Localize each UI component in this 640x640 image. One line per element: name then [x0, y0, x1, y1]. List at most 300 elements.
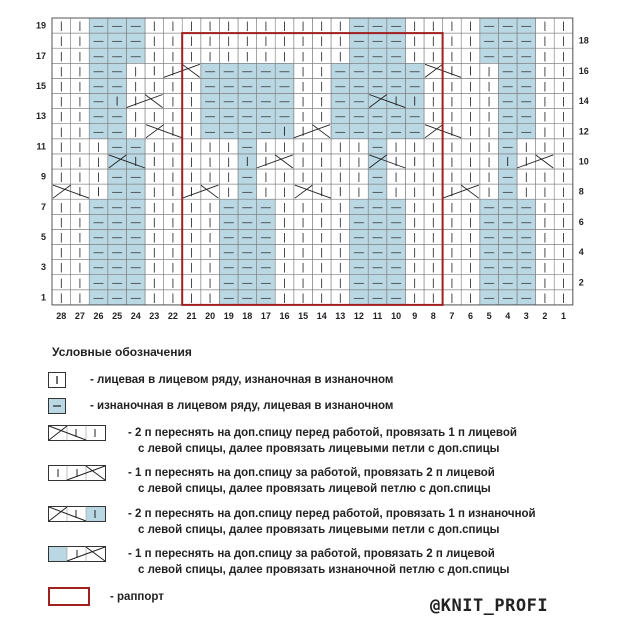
row-label-right: 16 — [578, 65, 589, 76]
purl-stitch-mark: — — [484, 36, 495, 48]
knit-stitch-mark: | — [59, 21, 63, 33]
knit-stitch-mark: | — [283, 232, 286, 244]
purl-stitch-mark: — — [260, 247, 271, 259]
knit-stitch-mark: | — [78, 51, 82, 63]
knit-stitch-mark: | — [59, 292, 63, 304]
knit-stitch-mark: | — [450, 262, 454, 274]
knit-stitch-mark: | — [320, 262, 324, 274]
knit-stitch-mark: | — [171, 96, 175, 108]
purl-stitch-mark: — — [502, 217, 513, 229]
purl-stitch-mark: — — [391, 247, 402, 259]
knit-stitch-mark: | — [543, 232, 547, 244]
purl-stitch-mark: — — [112, 51, 123, 63]
knit-stitch-mark: | — [543, 277, 547, 289]
purl-stitch-mark: — — [409, 111, 420, 123]
knit-stitch-mark: | — [487, 187, 491, 199]
purl-stitch-mark: — — [205, 66, 216, 78]
knit-stitch-mark: | — [320, 141, 324, 153]
knit-stitch-mark: | — [320, 277, 324, 289]
purl-stitch-mark: — — [409, 126, 420, 138]
knit-stitch-mark: | — [469, 111, 472, 123]
purl-stitch-mark: — — [93, 66, 104, 78]
purl-stitch-mark: — — [502, 262, 513, 274]
knit-stitch-mark: | — [190, 247, 193, 259]
knit-stitch-mark: | — [543, 292, 547, 304]
knit-stitch-mark: | — [562, 232, 565, 244]
purl-stitch-mark: — — [391, 51, 402, 63]
legend-text-cross-3-right-purl-1: - 1 п переснять на доп.спицу за работой, провязать 2 п лицевой — [128, 548, 495, 560]
purl-stitch-mark: — — [502, 202, 513, 214]
knit-stitch-mark: | — [283, 277, 286, 289]
purl-stitch-mark: — — [372, 141, 383, 153]
row-label-left: 15 — [35, 80, 46, 91]
purl-stitch-mark: — — [353, 111, 364, 123]
knit-stitch-mark: | — [190, 277, 193, 289]
column-label: 15 — [298, 310, 309, 321]
knit-stitch-mark: | — [152, 277, 156, 289]
knit-stitch-mark: | — [450, 51, 454, 63]
purl-stitch-mark: — — [223, 232, 234, 244]
knit-stitch-mark: | — [524, 187, 528, 199]
knit-stitch-mark: | — [320, 51, 324, 63]
knit-stitch-mark: | — [413, 36, 417, 48]
purl-stitch-mark: — — [93, 217, 104, 229]
row-label-left: 9 — [40, 171, 46, 182]
knit-stitch-mark: | — [562, 217, 565, 229]
knit-stitch-mark: | — [431, 141, 435, 153]
knit-stitch-mark: | — [190, 21, 193, 33]
knit-stitch-mark: | — [450, 21, 454, 33]
knit-stitch-mark: | — [562, 247, 565, 259]
purl-stitch-mark: — — [502, 111, 513, 123]
knit-stitch-mark: | — [562, 21, 565, 33]
knit-stitch-mark: | — [134, 81, 138, 93]
knit-stitch-mark: | — [283, 217, 286, 229]
knit-stitch-mark: | — [320, 111, 324, 123]
purl-stitch-mark: — — [242, 187, 253, 199]
knit-stitch-mark: | — [59, 66, 63, 78]
purl-stitch-mark: — — [93, 111, 104, 123]
knit-stitch-mark: | — [320, 217, 324, 229]
purl-stitch-mark: — — [391, 277, 402, 289]
knit-stitch-mark: | — [413, 277, 417, 289]
knit-stitch-mark: | — [320, 96, 324, 108]
knit-stitch-mark: | — [543, 262, 547, 274]
knit-stitch-mark: | — [283, 21, 286, 33]
column-label: 7 — [449, 310, 455, 321]
knit-stitch-mark: | — [338, 36, 342, 48]
legend-text-cross-3-right-purl-2: с левой спицы, далее провязать изнаночной петлю с доп.спицы — [138, 564, 510, 576]
knit-symbol-icon — [48, 372, 66, 388]
column-label: 19 — [223, 310, 234, 321]
knit-stitch-mark: | — [78, 277, 82, 289]
purl-stitch-mark: — — [502, 292, 513, 304]
knit-stitch-mark: | — [301, 81, 305, 93]
knit-stitch-mark: | — [320, 66, 324, 78]
column-label: 3 — [523, 310, 529, 321]
knit-stitch-mark: | — [450, 247, 454, 259]
purl-stitch-mark: — — [353, 262, 364, 274]
purl-stitch-mark: — — [112, 277, 123, 289]
knit-stitch-mark: | — [431, 247, 435, 259]
knit-stitch-mark: | — [152, 36, 156, 48]
knit-stitch-mark: | — [562, 81, 565, 93]
knit-stitch-mark: | — [301, 232, 305, 244]
knit-stitch-mark: | — [431, 232, 435, 244]
purl-stitch-mark: — — [521, 232, 532, 244]
purl-stitch-mark: — — [353, 126, 364, 138]
purl-stitch-mark: — — [93, 51, 104, 63]
knit-stitch-mark: | — [431, 51, 435, 63]
knit-stitch-mark: | — [190, 292, 193, 304]
purl-stitch-mark: — — [260, 202, 271, 214]
purl-stitch-mark: — — [484, 262, 495, 274]
purl-stitch-mark: — — [242, 96, 253, 108]
purl-stitch-mark: — — [391, 66, 402, 78]
knit-stitch-mark: | — [227, 156, 231, 168]
knit-stitch-mark: | — [338, 292, 342, 304]
knit-stitch-mark: | — [208, 51, 212, 63]
knit-stitch-mark: | — [562, 292, 565, 304]
knit-stitch-mark: | — [152, 262, 156, 274]
knit-stitch-mark: | — [338, 141, 342, 153]
purl-stitch-mark: — — [112, 21, 123, 33]
knit-stitch-mark: | — [413, 247, 417, 259]
knit-stitch-mark: | — [338, 247, 342, 259]
purl-stitch-mark: — — [353, 66, 364, 78]
knit-stitch-mark: | — [413, 21, 417, 33]
purl-stitch-mark: — — [372, 51, 383, 63]
row-label-right: 6 — [578, 216, 584, 227]
purl-stitch-mark: — — [502, 141, 513, 153]
knit-stitch-mark: | — [208, 262, 212, 274]
purl-stitch-mark: — — [112, 262, 123, 274]
knit-stitch-mark: | — [264, 172, 268, 184]
purl-stitch-mark: — — [391, 81, 402, 93]
purl-stitch-mark: — — [112, 247, 123, 259]
purl-stitch-mark: — — [112, 126, 123, 138]
knit-stitch-mark: | — [562, 111, 565, 123]
purl-stitch-mark: — — [335, 126, 346, 138]
purl-stitch-mark: — — [372, 262, 383, 274]
purl-stitch-mark: — — [372, 247, 383, 259]
knit-stitch-mark: | — [320, 247, 324, 259]
knit-stitch-mark: | — [227, 172, 231, 184]
knit-stitch-mark: | — [245, 21, 249, 33]
row-label-right: 4 — [578, 247, 584, 258]
knit-stitch-mark: | — [320, 202, 324, 214]
knit-stitch-mark: | — [208, 217, 212, 229]
row-label-left: 5 — [40, 231, 46, 242]
knit-stitch-mark: | — [190, 81, 193, 93]
knit-stitch-mark: | — [338, 21, 342, 33]
purl-stitch-mark: — — [112, 66, 123, 78]
knit-stitch-mark: | — [450, 96, 454, 108]
knit-stitch-mark: | — [431, 262, 435, 274]
purl-stitch-mark: — — [409, 81, 420, 93]
purl-stitch-mark: — — [372, 217, 383, 229]
knit-stitch-mark: | — [264, 187, 268, 199]
knit-stitch-mark: | — [152, 21, 156, 33]
purl-stitch-mark: — — [353, 292, 364, 304]
purl-stitch-mark: — — [372, 292, 383, 304]
knit-stitch-mark: | — [59, 126, 63, 138]
knit-stitch-mark: | — [97, 172, 100, 184]
knit-stitch-mark: | — [357, 187, 361, 199]
cross-right-symbol-icon — [48, 465, 106, 481]
knit-stitch-mark: | — [283, 292, 286, 304]
knit-stitch-mark: | — [59, 96, 63, 108]
knit-stitch-mark: | — [171, 247, 175, 259]
purl-stitch-mark: — — [223, 217, 234, 229]
knit-stitch-mark: | — [338, 217, 342, 229]
knit-stitch-mark: | — [134, 111, 138, 123]
purl-stitch-mark: — — [391, 111, 402, 123]
knit-stitch-mark: | — [78, 36, 82, 48]
purl-stitch-mark: — — [502, 247, 513, 259]
knit-stitch-mark: | — [431, 277, 435, 289]
column-label: 21 — [186, 310, 197, 321]
purl-stitch-mark: — — [372, 111, 383, 123]
knit-stitch-mark: | — [208, 21, 212, 33]
knit-stitch-mark: | — [413, 187, 417, 199]
purl-stitch-mark: — — [242, 66, 253, 78]
purl-stitch-mark: — — [130, 262, 141, 274]
knit-stitch-mark: | — [208, 172, 212, 184]
knit-stitch-mark: | — [59, 111, 63, 123]
purl-stitch-mark: — — [93, 292, 104, 304]
knit-stitch-mark: | — [171, 202, 175, 214]
row-label-left: 19 — [35, 20, 46, 31]
purl-stitch-mark: — — [372, 277, 383, 289]
knit-stitch-mark: | — [208, 232, 212, 244]
knit-stitch-mark: | — [487, 156, 491, 168]
purl-stitch-mark: — — [112, 172, 123, 184]
knit-stitch-mark: | — [152, 232, 156, 244]
knit-stitch-mark: | — [227, 21, 231, 33]
knit-stitch-mark: | — [543, 96, 547, 108]
purl-stitch-mark: — — [93, 247, 104, 259]
column-label: 8 — [430, 310, 436, 321]
knit-stitch-mark: | — [59, 202, 63, 214]
knit-stitch-mark: | — [301, 36, 305, 48]
knit-stitch-mark: | — [357, 156, 361, 168]
knit-stitch-mark: | — [78, 141, 82, 153]
knit-stitch-mark: | — [227, 141, 231, 153]
purl-stitch-mark: — — [223, 96, 234, 108]
knit-stitch-mark: | — [97, 156, 100, 168]
knit-stitch-mark: | — [264, 21, 268, 33]
purl-stitch-mark: — — [391, 21, 402, 33]
knit-stitch-mark: | — [431, 36, 435, 48]
knit-stitch-mark: | — [338, 51, 342, 63]
purl-stitch-mark: — — [391, 126, 402, 138]
purl-stitch-mark: — — [521, 262, 532, 274]
watermark-logo: @KNIT_PROFI — [430, 596, 549, 616]
column-label: 23 — [149, 310, 160, 321]
cross-right-purl-symbol-icon — [48, 546, 106, 562]
purl-stitch-mark: — — [484, 247, 495, 259]
purl-stitch-mark: — — [223, 66, 234, 78]
knit-stitch-mark: | — [208, 277, 212, 289]
purl-stitch-mark: — — [279, 96, 290, 108]
knit-stitch-mark: | — [59, 217, 63, 229]
purl-stitch-mark: — — [130, 232, 141, 244]
knit-stitch-mark: | — [450, 232, 454, 244]
row-label-right: 2 — [578, 277, 584, 288]
purl-stitch-mark: — — [353, 202, 364, 214]
purl-stitch-mark: — — [521, 36, 532, 48]
purl-stitch-mark: — — [130, 51, 141, 63]
knit-stitch-mark: | — [301, 21, 305, 33]
purl-stitch-mark: — — [260, 232, 271, 244]
knit-stitch-mark: | — [171, 232, 175, 244]
legend-text-cross-3-left-purl-2: с левой спицы, далее провязать лицевыми петли с доп.спицы — [138, 524, 500, 536]
purl-stitch-mark: — — [130, 277, 141, 289]
knit-stitch-mark: | — [431, 111, 435, 123]
purl-stitch-mark: — — [260, 217, 271, 229]
knit-stitch-mark: | — [431, 202, 435, 214]
knit-stitch-mark: | — [487, 111, 491, 123]
knit-stitch-mark: | — [469, 81, 472, 93]
knit-stitch-mark: | — [301, 292, 305, 304]
legend-text-cross-3-left-1: - 2 п переснять на доп.спицу перед работой, провязать 1 п лицевой — [128, 427, 517, 439]
knit-stitch-mark: | — [152, 292, 156, 304]
knit-stitch-mark: | — [357, 141, 361, 153]
knit-stitch-mark: | — [431, 156, 435, 168]
purl-stitch-mark: — — [112, 292, 123, 304]
knit-stitch-mark: | — [301, 202, 305, 214]
knit-stitch-mark: | — [543, 51, 547, 63]
knit-stitch-mark: | — [469, 262, 472, 274]
knit-stitch-mark: | — [431, 292, 435, 304]
knit-stitch-mark: | — [227, 51, 231, 63]
knit-stitch-mark: | — [543, 111, 547, 123]
knit-stitch-mark: | — [450, 36, 454, 48]
knit-stitch-mark: | — [208, 202, 212, 214]
knit-stitch-mark: | — [562, 126, 565, 138]
purl-stitch-mark: — — [521, 111, 532, 123]
knit-stitch-mark: | — [469, 247, 472, 259]
column-label: 4 — [505, 310, 511, 321]
purl-stitch-mark: — — [223, 292, 234, 304]
purl-stitch-mark: — — [391, 217, 402, 229]
knit-stitch-mark: | — [413, 232, 417, 244]
column-label: 11 — [372, 310, 383, 321]
purl-stitch-mark: — — [242, 217, 253, 229]
knit-stitch-mark: | — [320, 21, 324, 33]
column-label: 22 — [167, 310, 178, 321]
knit-stitch-mark: | — [450, 156, 454, 168]
knit-stitch-mark: | — [469, 36, 472, 48]
knit-stitch-mark: | — [543, 36, 547, 48]
purl-stitch-mark: — — [502, 232, 513, 244]
knit-stitch-mark: | — [171, 111, 175, 123]
knit-stitch-mark: | — [152, 51, 156, 63]
column-label: 27 — [74, 310, 85, 321]
purl-stitch-mark: — — [205, 96, 216, 108]
knit-stitch-mark: | — [543, 21, 547, 33]
purl-stitch-mark: — — [353, 247, 364, 259]
purl-stitch-mark: — — [521, 292, 532, 304]
knit-stitch-mark: | — [152, 247, 156, 259]
knit-stitch-mark: | — [59, 277, 63, 289]
purl-stitch-mark: — — [223, 202, 234, 214]
purl-stitch-mark: — — [484, 232, 495, 244]
purl-stitch-mark: — — [391, 202, 402, 214]
knit-stitch-mark: | — [301, 156, 305, 168]
knit-stitch-mark: | — [190, 51, 193, 63]
purl-stitch-mark: — — [130, 36, 141, 48]
knit-stitch-mark: | — [413, 51, 417, 63]
purl-stitch-mark: — — [130, 202, 141, 214]
purl-stitch-mark: — — [242, 277, 253, 289]
purl-stitch-mark: — — [130, 187, 141, 199]
knit-stitch-mark: | — [134, 126, 138, 138]
knit-stitch-mark: | — [190, 232, 193, 244]
knit-stitch-mark: | — [190, 172, 193, 184]
purl-stitch-mark: — — [372, 187, 383, 199]
purl-stitch-mark: — — [521, 66, 532, 78]
knit-stitch-mark: | — [320, 36, 324, 48]
purl-stitch-mark: — — [335, 66, 346, 78]
knit-stitch-mark: | — [171, 262, 175, 274]
purl-stitch-mark: — — [353, 81, 364, 93]
knit-stitch-mark: | — [320, 156, 324, 168]
knit-stitch-mark: | — [431, 172, 435, 184]
knit-stitch-mark: | — [171, 81, 175, 93]
knit-stitch-mark: | — [190, 36, 193, 48]
legend-text-cross-3-right-1: - 1 п переснять на доп.спицу за работой, провязать 2 п лицевой — [128, 467, 495, 479]
purl-stitch-mark: — — [391, 36, 402, 48]
purl-stitch-mark: — — [484, 51, 495, 63]
knit-stitch-mark: | — [543, 66, 547, 78]
purl-stitch-mark: — — [112, 81, 123, 93]
knit-stitch-mark: | — [413, 217, 417, 229]
knit-stitch-mark: | — [152, 172, 156, 184]
purl-stitch-mark: — — [93, 21, 104, 33]
purl-stitch-mark: — — [353, 217, 364, 229]
purl-stitch-mark: — — [391, 262, 402, 274]
knit-stitch-mark: | — [450, 202, 454, 214]
knit-stitch-mark: | — [283, 172, 286, 184]
purl-stitch-mark: — — [260, 66, 271, 78]
purl-stitch-mark: — — [484, 21, 495, 33]
knit-stitch-mark: | — [487, 96, 491, 108]
purl-stitch-mark: — — [223, 126, 234, 138]
repeat-box-icon — [48, 587, 90, 607]
knit-stitch-mark: | — [413, 292, 417, 304]
knit-stitch-mark: | — [562, 51, 565, 63]
purl-stitch-mark: — — [205, 81, 216, 93]
column-label: 13 — [335, 310, 346, 321]
purl-stitch-mark: — — [130, 292, 141, 304]
purl-stitch-mark: — — [260, 111, 271, 123]
purl-stitch-mark: — — [242, 126, 253, 138]
knit-stitch-mark: | — [487, 141, 491, 153]
knit-stitch-mark: | — [338, 202, 342, 214]
knit-stitch-mark: | — [190, 262, 193, 274]
knit-stitch-mark: | — [208, 141, 212, 153]
knit-stitch-mark: | — [562, 96, 565, 108]
knit-stitch-mark: | — [320, 81, 324, 93]
column-label: 16 — [279, 310, 290, 321]
knit-stitch-mark: | — [469, 277, 472, 289]
purl-stitch-mark: — — [130, 21, 141, 33]
purl-stitch-mark: — — [242, 247, 253, 259]
knit-stitch-mark: | — [562, 156, 565, 168]
knit-stitch-mark: | — [562, 36, 565, 48]
